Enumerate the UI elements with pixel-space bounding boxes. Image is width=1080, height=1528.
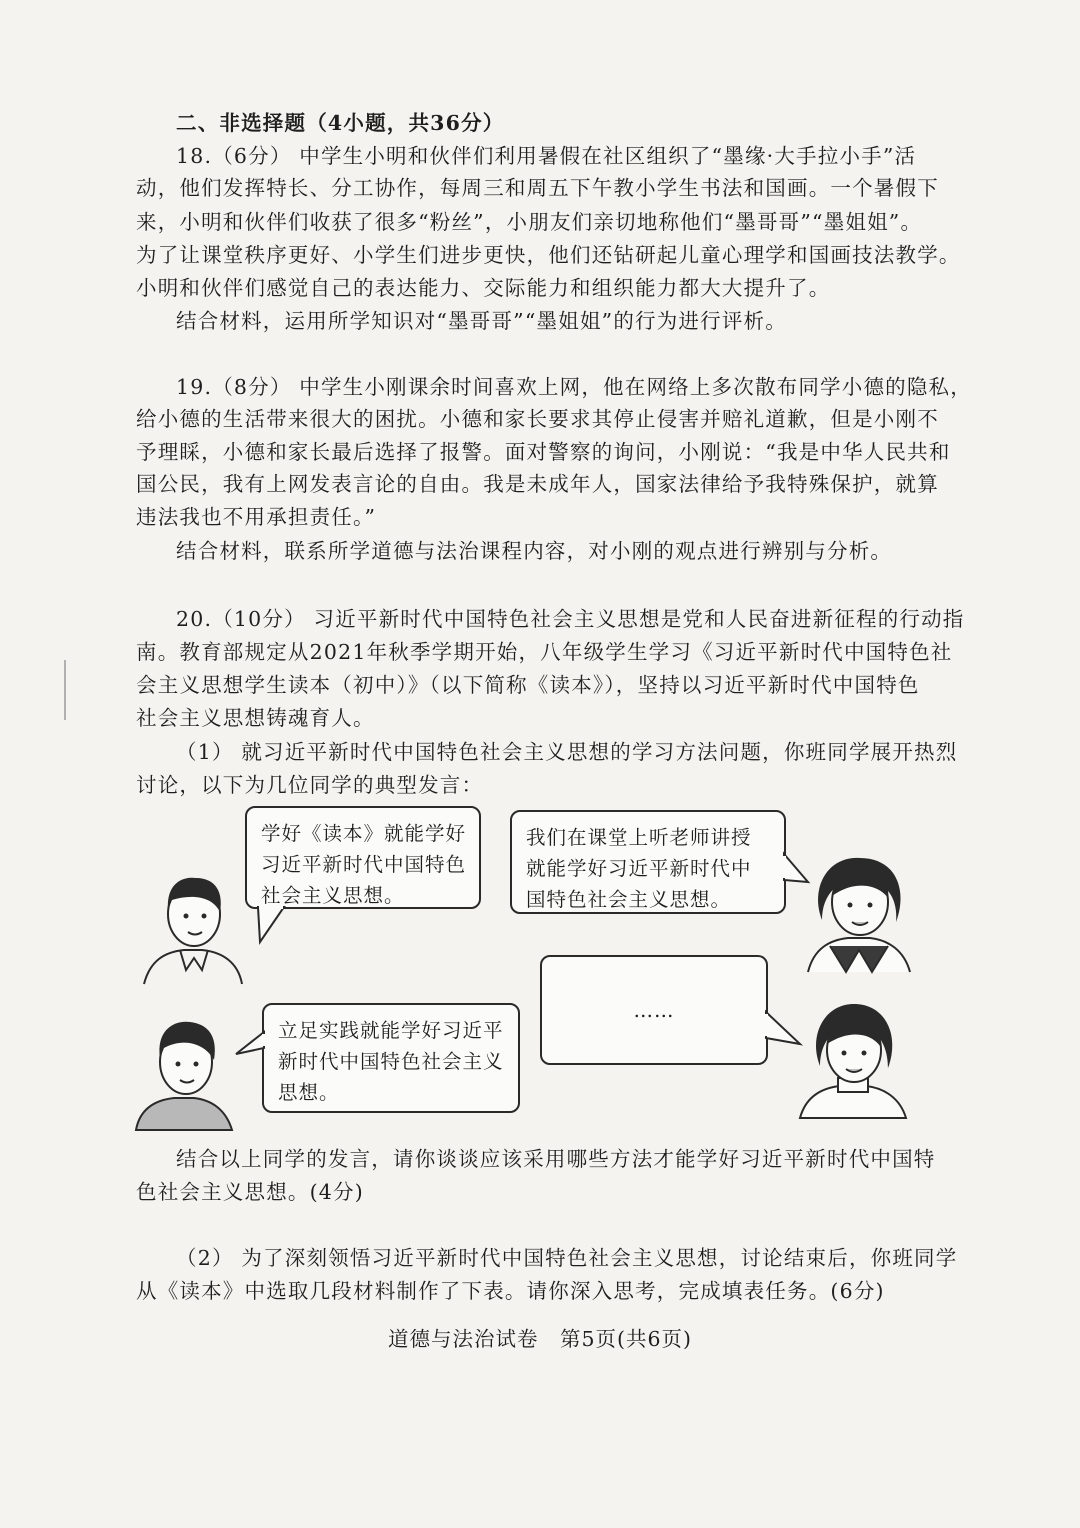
- speech-bubble-bottom-right: [540, 955, 768, 1065]
- q19-line-1: 19.（8分） 中学生小刚课余时间喜欢上网，他在网络上多次散布同学小德的隐私，: [176, 375, 972, 399]
- speech-bubble-bottom-left: [262, 1003, 520, 1113]
- bubble-text-line: 思想。: [278, 1081, 340, 1104]
- bubble-text-line: 我们在课堂上听老师讲授: [526, 826, 752, 849]
- q20-line-1: 20.（10分） 习近平新时代中国特色社会主义思想是党和人民奋进新征程的行动指: [176, 607, 965, 631]
- section-heading: 二、非选择题（4小题，共36分）: [176, 111, 505, 135]
- bubble-tail-top-left: [250, 906, 290, 946]
- q20-part2-line-2: 从《读本》中选取几段材料制作了下表。请你深入思考，完成填表任务。(6分): [136, 1279, 885, 1303]
- q18-line-4: 为了让课堂秩序更好、小学生们进步更快，他们还钻研起儿童心理学和国画技法教学。: [136, 243, 961, 267]
- q19-task: 结合材料，联系所学道德与法治课程内容，对小刚的观点进行辨别与分析。: [176, 539, 893, 563]
- q18-task: 结合材料，运用所学知识对“墨哥哥”“墨姐姐”的行为进行评析。: [176, 309, 787, 333]
- q20-part1-line-1: （1） 就习近平新时代中国特色社会主义思想的学习方法问题，你班同学展开热烈: [176, 740, 958, 764]
- q18-line-5: 小明和伙伴们感觉自己的表达能力、交际能力和组织能力都大大提升了。: [136, 276, 831, 300]
- q18-line-2: 动，他们发挥特长、分工协作，每周三和周五下午教小学生书法和国画。一个暑假下: [136, 176, 939, 200]
- bubble-text-line: 就能学好习近平新时代中: [526, 857, 752, 880]
- q19-line-2: 给小德的生活带来很大的困扰。小德和家长要求其停止侵害并赔礼道歉，但是小刚不: [136, 407, 939, 431]
- bubble-text-line: 学好《读本》就能学好: [261, 822, 467, 845]
- q20-line-4: 社会主义思想铸魂育人。: [136, 706, 375, 730]
- q20-line-2: 南。教育部规定从2021年秋季学期开始，八年级学生学习《习近平新时代中国特色社: [136, 640, 953, 664]
- bubble-ellipsis: ……: [633, 999, 675, 1022]
- bubble-text-line: 立足实践就能学好习近平: [278, 1019, 504, 1042]
- bubble-text-line: 新时代中国特色社会主义: [278, 1050, 504, 1073]
- bubble-text-line: 社会主义思想。: [261, 884, 405, 907]
- q19-line-4: 国公民，我有上网发表言论的自由。我是未成年人，国家法律给予我特殊保护，就算: [136, 472, 939, 496]
- boy-student-bottom-left: [134, 1012, 234, 1132]
- q18-line-3: 来，小明和伙伴们收获了很多“粉丝”，小朋友们亲切地称他们“墨哥哥”“墨姐姐”。: [136, 210, 923, 234]
- q20-part1-line-2: 讨论，以下为几位同学的典型发言：: [136, 773, 484, 797]
- q19-line-5: 违法我也不用承担责任。”: [136, 505, 377, 529]
- q20-part2-line-1: （2） 为了深刻领悟习近平新时代中国特色社会主义思想，讨论结束后，你班同学: [176, 1246, 958, 1270]
- page-footer: 道德与法治试卷 第5页(共6页): [387, 1327, 693, 1351]
- q20-line-3: 会主义思想学生读本（初中）》（以下简称《读本》），坚持以习近平新时代中国特色: [136, 673, 920, 697]
- q20-part1-task-line-2: 色社会主义思想。(4分): [136, 1180, 364, 1204]
- girl-student-bottom-right: [798, 996, 908, 1120]
- q18-line-1: 18.（6分） 中学生小明和伙伴们利用暑假在社区组织了“墨缘·大手拉小手”活: [176, 144, 917, 168]
- margin-mark: [64, 660, 66, 720]
- bubble-tail-bottom-left: [234, 1030, 266, 1060]
- bubble-text-line: 习近平新时代中国特色: [261, 853, 467, 876]
- bubble-text-line: 国特色社会主义思想。: [526, 888, 732, 911]
- q20-part1-task-line-1: 结合以上同学的发言，请你谈谈应该采用哪些方法才能学好习近平新时代中国特: [176, 1147, 936, 1171]
- speech-bubble-top-left: [245, 806, 481, 909]
- girl-student-top-right: [804, 850, 914, 974]
- q19-line-3: 予理睬，小德和家长最后选择了报警。面对警察的询问，小刚说：“我是中华人民共和: [136, 440, 951, 464]
- boy-student-top-left: [142, 866, 246, 986]
- speech-bubble-top-right: [510, 810, 786, 914]
